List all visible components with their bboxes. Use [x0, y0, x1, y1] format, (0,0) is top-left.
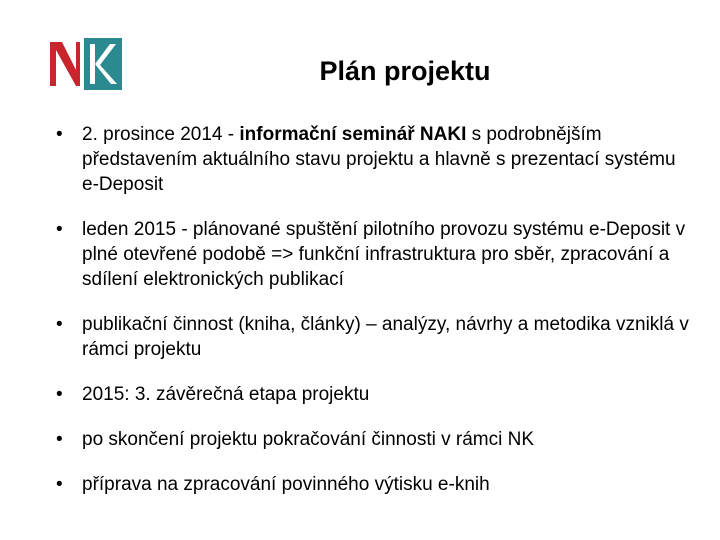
bullet-text: po skončení projektu pokračování činnosti v rámci NK — [82, 429, 534, 450]
bullet-item — [56, 382, 696, 407]
bullet-text-bold: informační seminář NAKI — [239, 124, 467, 145]
bullet-dot-icon: • — [56, 314, 63, 335]
bullet-item — [56, 122, 696, 197]
bullet-dot-icon: • — [56, 429, 63, 450]
bullet-text-pre: 2. prosince 2014 - — [82, 124, 240, 145]
bullet-text-post: s podrobnějším představením aktuálního stavu projektu a hlavně s prezentací systému e-Deposit — [82, 124, 676, 195]
bullet-item — [56, 427, 696, 452]
bullet-item — [56, 217, 696, 292]
bullet-list — [56, 122, 696, 517]
bullet-text: publikační činnost (kniha, články) – analýzy, návrhy a metodika vzniklá v rámci projektu — [82, 314, 689, 360]
nk-logo — [47, 38, 122, 90]
nk-logo-icon — [47, 38, 122, 90]
bullet-dot-icon: • — [56, 474, 63, 495]
slide-title: Plán projektu — [319, 56, 491, 86]
bullet-item — [56, 312, 696, 362]
bullet-item — [56, 472, 696, 497]
bullet-text: příprava na zpracování povinného výtisku e-knih — [82, 474, 490, 495]
bullet-dot-icon: • — [56, 384, 63, 405]
bullet-dot-icon: • — [56, 124, 63, 145]
bullet-dot-icon: • — [56, 219, 63, 240]
bullet-text: 2015: 3. závěrečná etapa projektu — [82, 384, 370, 405]
bullet-text: leden 2015 - plánované spuštění pilotního provozu systému e-Deposit v plné otevřené podobě => funkční infrastruktura pro sběr, zpracování a sdílení elektronických publikací — [82, 219, 686, 290]
